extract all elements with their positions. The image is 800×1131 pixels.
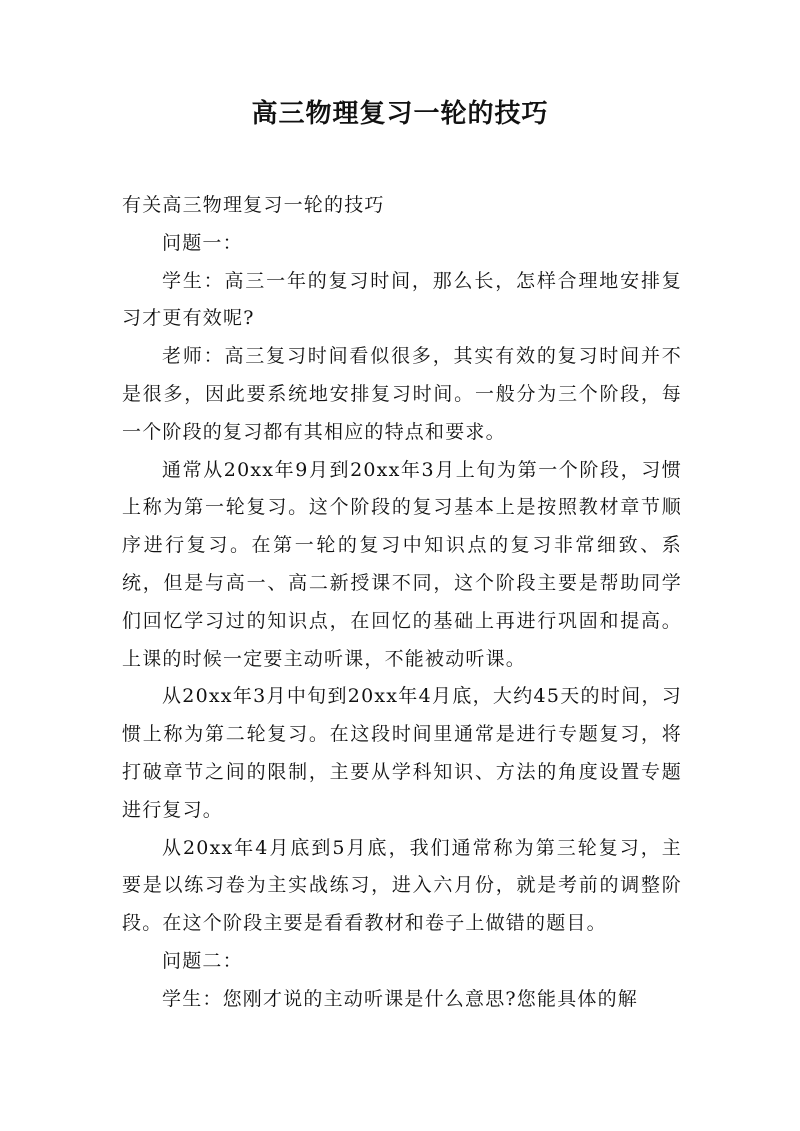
student-question-one: 学生：高三一年的复习时间，那么长，怎样合理地安排复习才更有效呢? bbox=[122, 269, 682, 330]
student-question-two: 学生：您刚才说的主动听课是什么意思?您能具体的解 bbox=[162, 987, 638, 1010]
question-one-heading: 问题一： bbox=[162, 231, 243, 254]
third-round-paragraph: 从20xx年4月底到5月底，我们通常称为第三轮复习，主要是以练习卷为主实战练习，进入六月份，就是考前的调整阶段。在这个阶段主要是看看教材和卷子上做错的题目。 bbox=[122, 836, 682, 935]
first-round-paragraph: 通常从20xx年9月到20xx年3月上旬为第一个阶段，习惯上称为第一轮复习。这个阶段的复习基本上是按照教材章节顺序进行复习。在第一轮的复习中知识点的复习非常细致、系统，但是与高一、高二新授课不同，这个阶段主要是帮助同学们回忆学习过的知识点，在回忆的基础上再进行巩固和提高。上课的时候一定要主动听课，不能被动听课。 bbox=[122, 458, 682, 670]
article-subtitle: 有关高三物理复习一轮的技巧 bbox=[122, 194, 385, 216]
second-round-paragraph: 从20xx年3月中旬到20xx年4月底，大约45天的时间，习惯上称为第二轮复习。在这段时间里通常是进行专题复习，将打破章节之间的限制，主要从学科知识、方法的角度设置专题进行复习。 bbox=[122, 685, 682, 821]
question-two-heading: 问题二： bbox=[162, 949, 243, 972]
document-body bbox=[122, 187, 682, 1019]
teacher-answer-intro: 老师：高三复习时间看似很多，其实有效的复习时间并不是很多，因此要系统地安排复习时间。一般分为三个阶段，每一个阶段的复习都有其相应的特点和要求。 bbox=[122, 345, 682, 443]
document-title: 高三物理复习一轮的技巧 bbox=[251, 99, 549, 129]
